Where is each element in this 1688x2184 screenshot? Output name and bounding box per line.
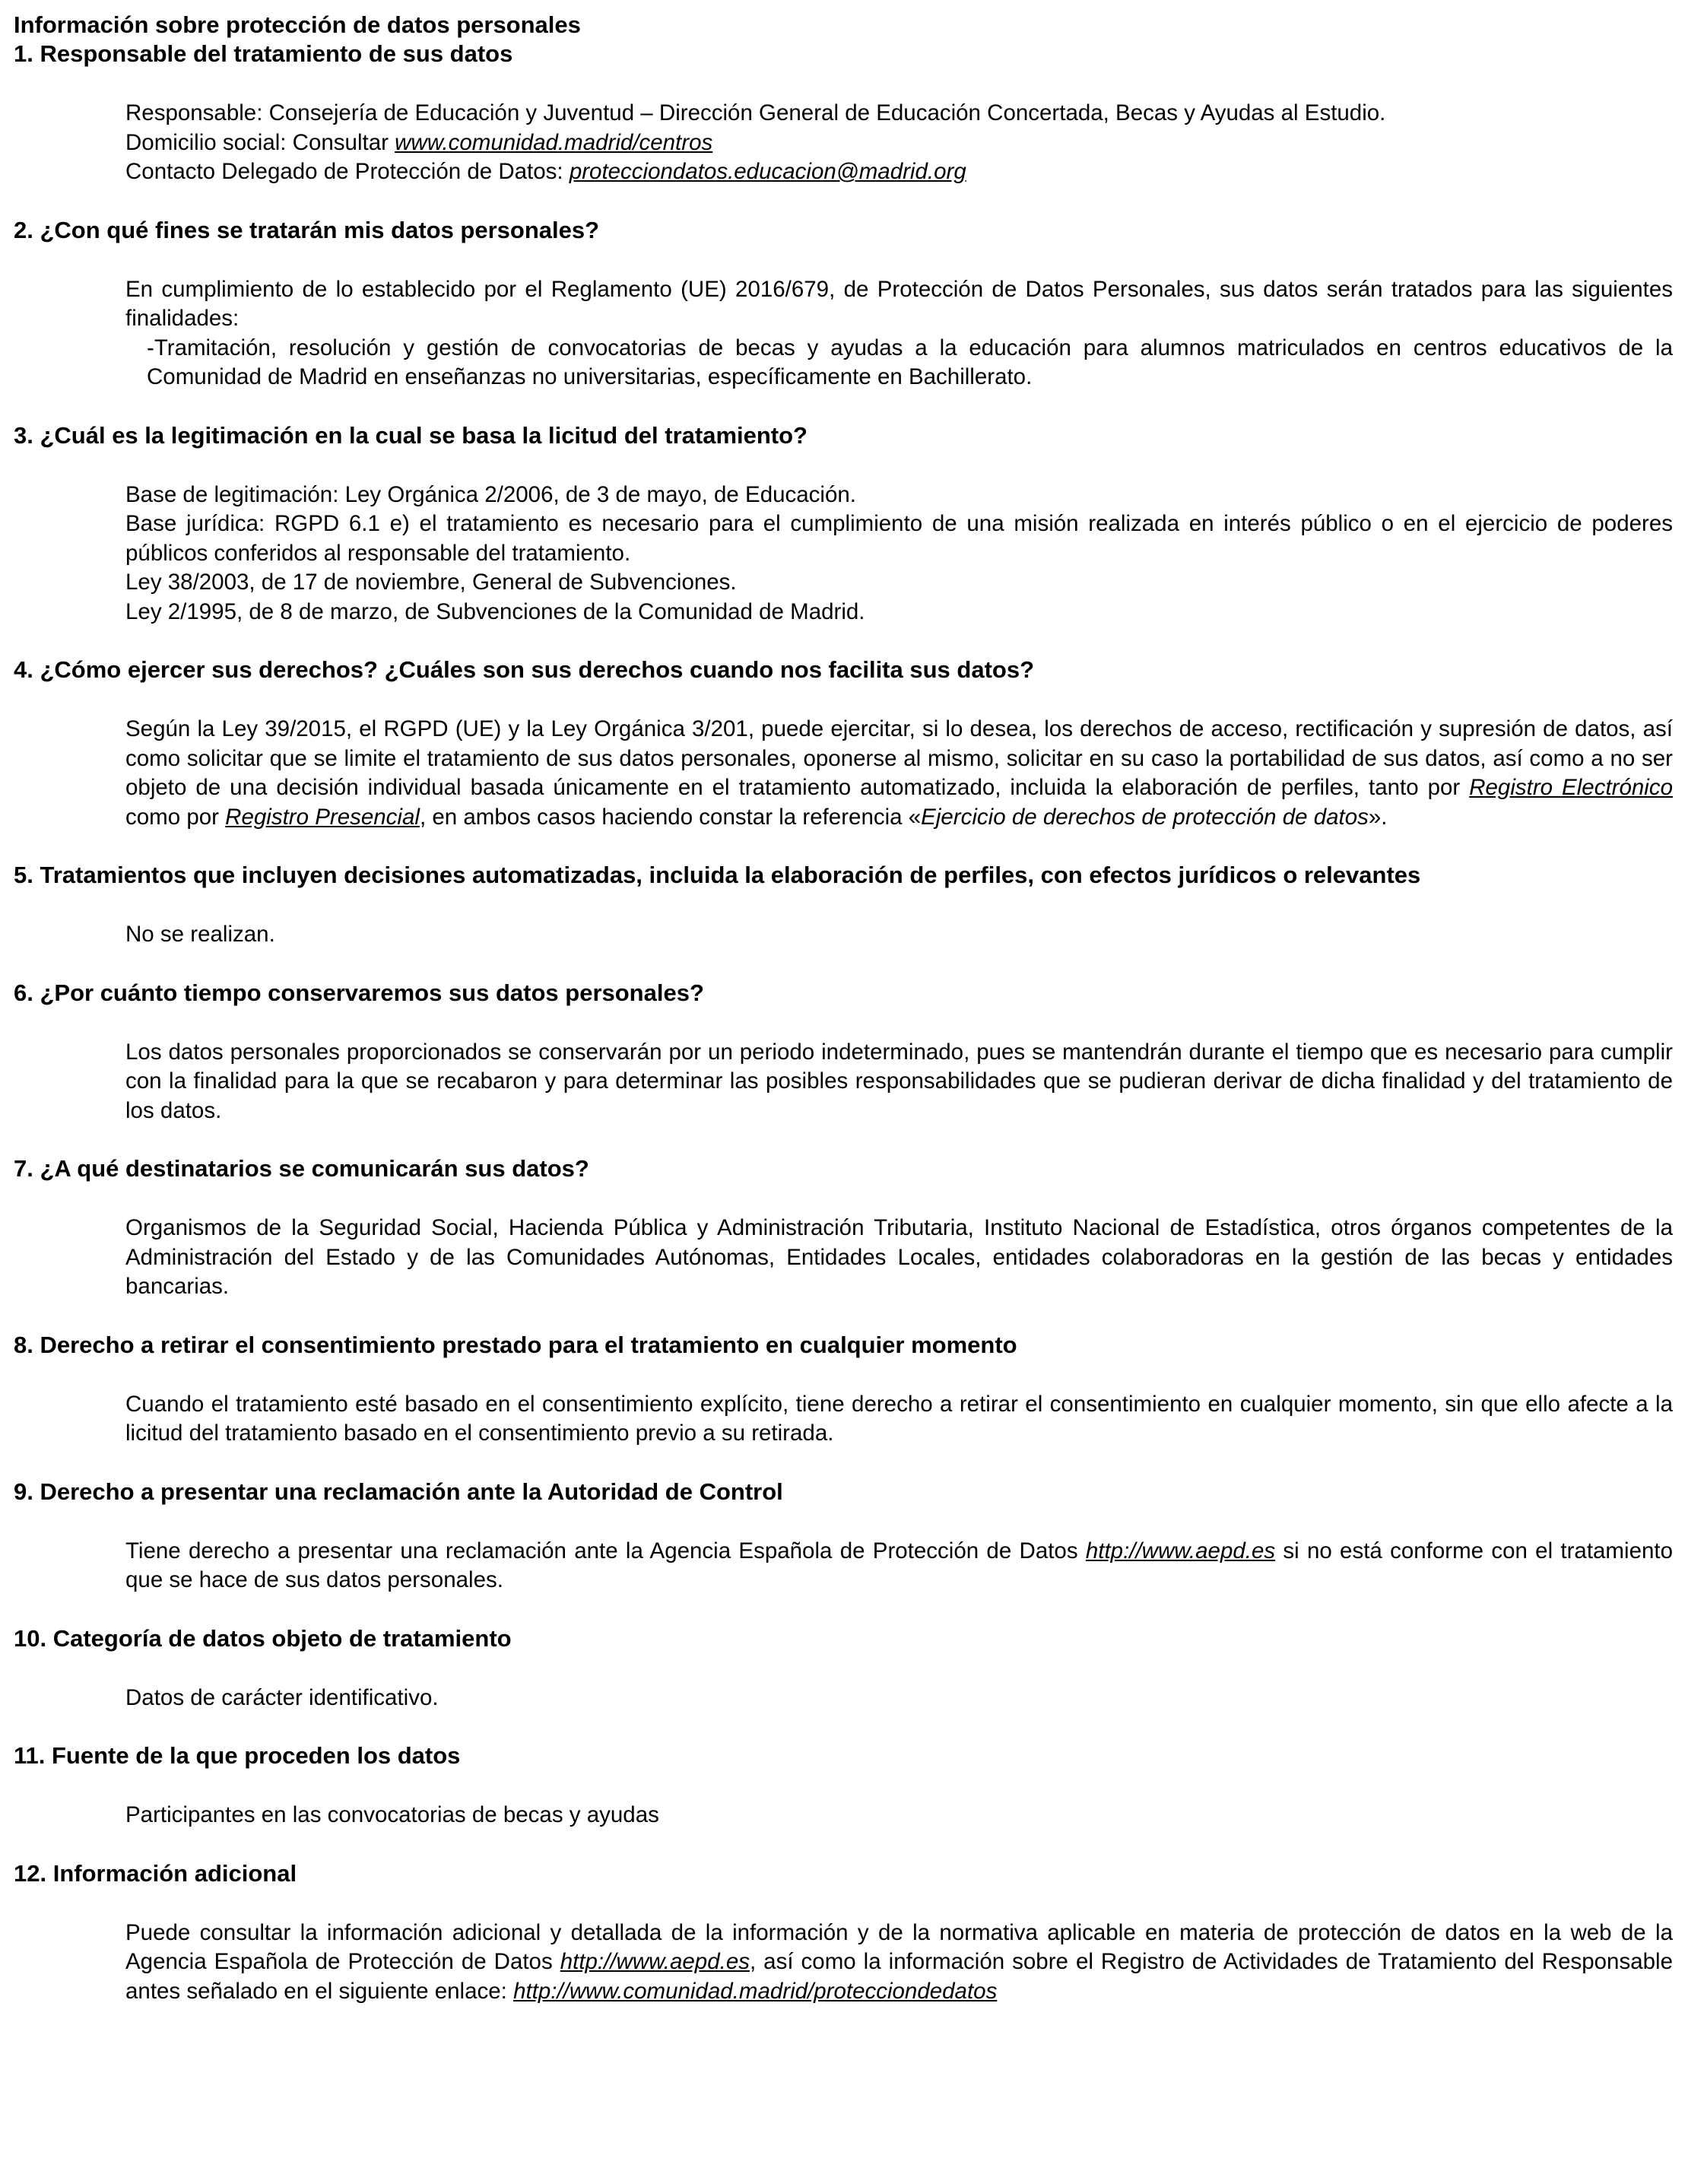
- section-6-title: 6. ¿Por cuánto tiempo conservaremos sus datos personales?: [14, 979, 704, 1006]
- centros-link[interactable]: www.comunidad.madrid/centros: [395, 129, 713, 155]
- derechos-referencia: Ejercicio de derechos de protección de datos: [921, 804, 1369, 830]
- reclamacion-text-a: Tiene derecho a presentar una reclamación ante la Agencia Española de Protección de Datos: [125, 1538, 1086, 1563]
- section-11: [14, 1741, 1671, 1830]
- responsable-line: Responsable: Consejería de Educación y Juventud – Dirección General de Educación Concertada, Becas y Ayudas al Estudio.: [125, 100, 1386, 125]
- base-juridica: Base jurídica: RGPD 6.1 e) el tratamiento es necesario para el cumplimiento de una misión realizada en interés público o en el ejercicio de poderes públicos conferidos al responsable del tratamiento.: [125, 511, 1673, 566]
- registro-presencial-link[interactable]: Registro Presencial: [225, 804, 420, 830]
- section-8: [14, 1331, 1671, 1449]
- derechos-text-c: , en ambos casos haciendo constar la referencia «: [419, 804, 922, 830]
- derechos-text-d: ».: [1368, 804, 1388, 830]
- reclamacion-paragraph: [125, 1537, 1673, 1595]
- decisiones-automatizadas-text: No se realizan.: [125, 922, 275, 947]
- section-6: [14, 979, 1671, 1126]
- aepd-link[interactable]: http://www.aepd.es: [1085, 1538, 1276, 1563]
- section-1-title: 1. Responsable del tratamiento de sus datos: [14, 40, 513, 67]
- section-9-title: 9. Derecho a presentar una reclamación ante la Autoridad de Control: [14, 1478, 783, 1505]
- section-10-body: [125, 1684, 1673, 1713]
- section-11-body: [125, 1801, 1673, 1830]
- section-3: [14, 421, 1671, 627]
- aepd-additional-link[interactable]: http://www.aepd.es: [560, 1949, 750, 1974]
- informacion-adicional-paragraph: [125, 1919, 1673, 2007]
- proteccion-datos-madrid-link[interactable]: http://www.comunidad.madrid/protecciondedatos: [513, 1978, 998, 2004]
- section-2: [14, 216, 1671, 392]
- ley-2-1995: Ley 2/1995, de 8 de marzo, de Subvenciones de la Comunidad de Madrid.: [125, 598, 865, 624]
- section-6-body: [125, 1038, 1673, 1126]
- section-9: [14, 1478, 1671, 1595]
- section-12-body: [125, 1919, 1673, 2007]
- section-7-title: 7. ¿A qué destinatarios se comunicarán sus datos?: [14, 1155, 589, 1182]
- categoria-datos-text: Datos de carácter identificativo.: [125, 1684, 439, 1710]
- ley-38-2003: Ley 38/2003, de 17 de noviembre, General de Subvenciones.: [125, 570, 737, 595]
- derechos-text-b: como por: [125, 804, 226, 830]
- section-11-title: 11. Fuente de la que proceden los datos: [14, 1742, 461, 1769]
- section-3-title: 3. ¿Cuál es la legitimación en la cual se basa la licitud del tratamiento?: [14, 421, 808, 449]
- base-legitimacion: Base de legitimación: Ley Orgánica 2/2006, de 3 de mayo, de Educación.: [125, 481, 856, 507]
- section-4-title: 4. ¿Cómo ejercer sus derechos? ¿Cuáles son sus derechos cuando nos facilita sus datos?: [14, 656, 1035, 683]
- derechos-text-a: Según la Ley 39/2015, el RGPD (UE) y la Ley Orgánica 3/201, puede ejercitar, si lo desea, los derechos de acceso, rectificación y supresión de datos, así como solicitar que se limite el tratamiento de sus datos personales, oponerse al mismo, solicitar en su caso la portabilidad de sus datos, así como a no ser objeto de una decisión individual basada únicamente en el tratamiento automatizado, incluida la elaboración de perfiles, tanto por: [125, 716, 1673, 800]
- fuente-datos-text: Participantes en las convocatorias de becas y ayudas: [125, 1802, 659, 1827]
- consentimiento-text: Cuando el tratamiento esté basado en el consentimiento explícito, tiene derecho a retirar el consentimiento en cualquier momento, sin que ello afecte a la licitud del tratamiento basado en el consentimiento previo a su retirada.: [125, 1391, 1673, 1446]
- section-2-title: 2. ¿Con qué fines se tratarán mis datos personales?: [14, 216, 600, 243]
- adicional-text-b: , así como la información sobre el Registro de Actividades de Tratamiento del Responsable antes señalado en el siguiente enlace:: [125, 1949, 1673, 2004]
- section-1: [14, 40, 1671, 187]
- section-12: [14, 1859, 1671, 2007]
- section-8-title: 8. Derecho a retirar el consentimiento prestado para el tratamiento en cualquier momento: [14, 1331, 1017, 1358]
- section-5-body: [125, 920, 1673, 950]
- section-4: [14, 656, 1671, 832]
- finalidad-item: -Tramitación, resolución y gestión de convocatorias de becas y ayudas a la educación para alumnos matriculados en centros educativos de la Comunidad de Madrid en enseñanzas no universitarias, específicamente en Bachillerato.: [147, 335, 1673, 389]
- section-3-body: [125, 481, 1673, 627]
- derechos-paragraph: [125, 715, 1673, 832]
- contacto-label: Contacto Delegado de Protección de Datos:: [125, 159, 570, 184]
- section-10: [14, 1624, 1671, 1713]
- adicional-text-a: Puede consultar la información adicional y detallada de la información y de la normativa aplicable en materia de protección de datos en la web de la Agencia Española de Protección de Datos: [125, 1919, 1673, 1974]
- destinatarios-text: Organismos de la Seguridad Social, Hacienda Pública y Administración Tributaria, Instituto Nacional de Estadística, otros órganos competentes de la Administración del Estado y de las Comunidades Autónomas, Entidades Locales, entidades colaboradoras en la gestión de las becas y entidades bancarias.: [125, 1215, 1673, 1299]
- section-1-body: [125, 99, 1673, 187]
- section-4-body: [125, 715, 1673, 832]
- domicilio-line: [125, 129, 1673, 158]
- section-7: [14, 1154, 1671, 1302]
- section-5-title: 5. Tratamientos que incluyen decisiones automatizadas, incluida la elaboración de perfiles, con efectos jurídicos o relevantes: [14, 862, 1421, 888]
- section-10-title: 10. Categoría de datos objeto de tratamiento: [14, 1624, 512, 1652]
- document-page: [14, 11, 1671, 2035]
- registro-electronico-link[interactable]: Registro Electrónico: [1469, 775, 1673, 800]
- section-9-body: [125, 1537, 1673, 1595]
- section-8-body: [125, 1390, 1673, 1449]
- document-title: Información sobre protección de datos personales: [14, 11, 581, 38]
- section-5: [14, 861, 1671, 950]
- reclamacion-text-b: si no está conforme con el tratamiento que se hace de sus datos personales.: [125, 1538, 1673, 1592]
- section-2-body: [125, 275, 1673, 392]
- conservacion-text: Los datos personales proporcionados se conservarán por un periodo indeterminado, pues se mantendrán durante el tiempo que es necesario para cumplir con la finalidad para la que se recabaron y para determinar las posibles responsabilidades que se pudieran derivar de dicha finalidad y del tratamiento de los datos.: [125, 1039, 1673, 1123]
- section-12-title: 12. Información adicional: [14, 1859, 297, 1887]
- finalidades-intro: En cumplimiento de lo establecido por el Reglamento (UE) 2016/679, de Protección de Datos Personales, sus datos serán tratados para las siguientes finalidades:: [125, 276, 1673, 331]
- section-7-body: [125, 1214, 1673, 1302]
- contacto-line: [125, 157, 1673, 187]
- domicilio-label: Domicilio social: Consultar: [125, 129, 395, 155]
- dpo-email-link[interactable]: protecciondatos.educacion@madrid.org: [569, 159, 966, 184]
